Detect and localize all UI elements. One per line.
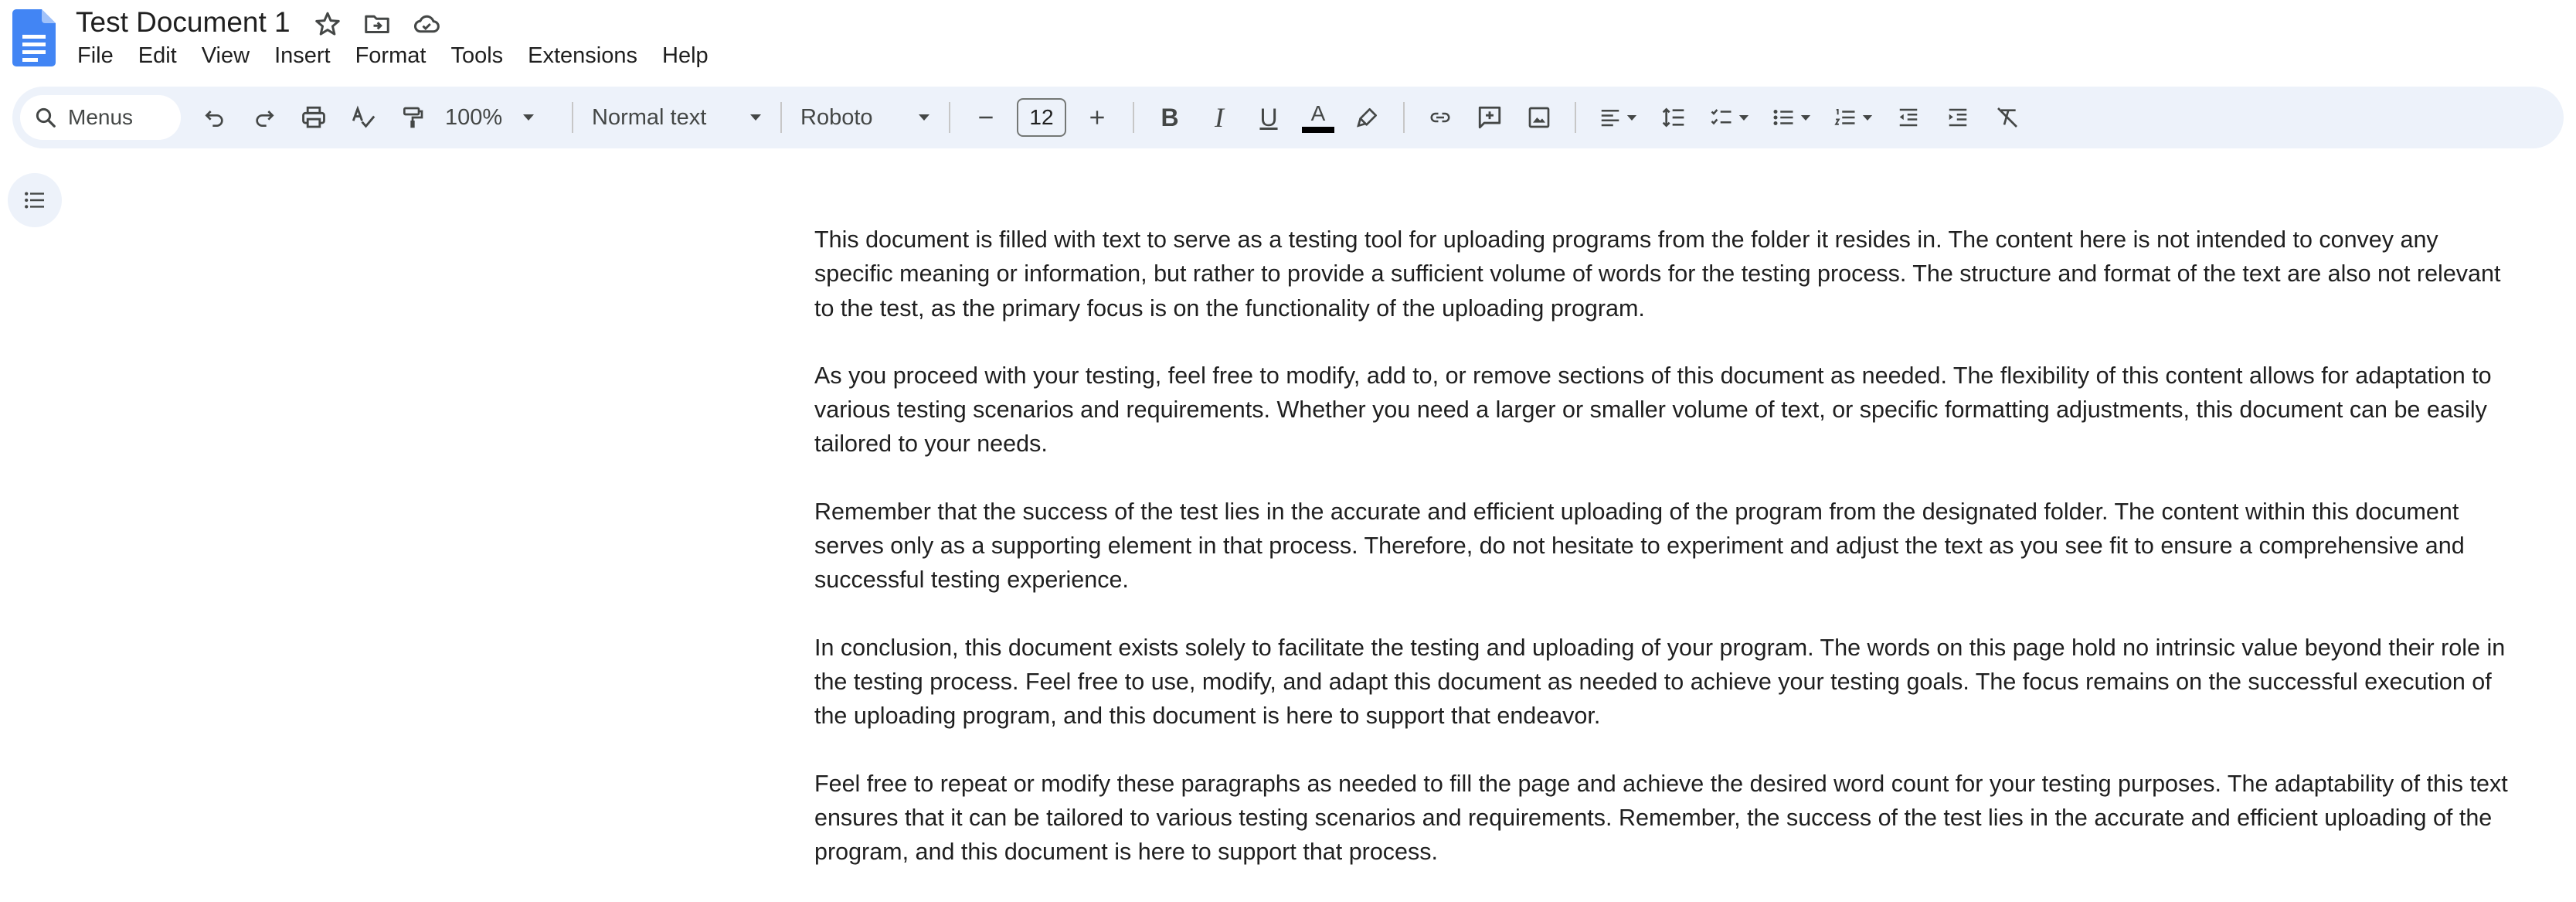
style-value: Normal text	[592, 104, 707, 130]
undo-button[interactable]	[192, 95, 237, 140]
insert-link-button[interactable]	[1418, 95, 1463, 140]
indent-increase-icon	[1946, 106, 1970, 129]
menu-insert[interactable]: Insert	[274, 43, 331, 68]
move-to-folder-icon[interactable]	[357, 6, 397, 42]
menu-help[interactable]: Help	[662, 43, 709, 68]
text-color-letter: A	[1310, 100, 1326, 125]
paint-format-button[interactable]	[390, 95, 435, 140]
increase-indent-button[interactable]	[1935, 95, 1980, 140]
spellcheck-icon	[350, 104, 376, 131]
toolbar-divider	[1403, 102, 1405, 133]
indent-decrease-icon	[1896, 106, 1921, 129]
chevron-down-icon	[918, 114, 930, 121]
font-size-input[interactable]: 12	[1017, 98, 1066, 137]
print-button[interactable]	[291, 95, 336, 140]
clear-formatting-button[interactable]	[1985, 95, 2030, 140]
document-title[interactable]: Test Document 1	[76, 6, 291, 38]
chevron-down-icon	[1738, 114, 1749, 121]
redo-icon	[252, 105, 277, 130]
highlighter-icon	[1355, 105, 1380, 130]
font-family-select[interactable]	[793, 95, 938, 140]
zoom-select[interactable]	[437, 95, 561, 140]
title-icon-group	[308, 6, 456, 42]
document-outline-button[interactable]	[8, 173, 62, 227]
search-menus-input[interactable]	[20, 95, 181, 140]
add-comment-icon	[1477, 104, 1503, 131]
paragraph[interactable]: As you proceed with your testing, feel free to modify, add to, or remove sections of this document as needed. The flexibility of this content allows for adaptation to various testing scenarios and requirements. Whether you need a larger or smaller volume of text, or specific formatting adjustments, this document can be easily tailored to your needs.	[814, 362, 2492, 458]
toolbar-divider	[572, 102, 573, 133]
link-icon	[1426, 106, 1454, 129]
search-icon	[34, 106, 57, 129]
menu-file[interactable]: File	[77, 43, 114, 68]
document-canvas[interactable]	[814, 223, 2514, 902]
toolbar-divider	[949, 102, 950, 133]
text-color-swatch	[1302, 127, 1334, 133]
align-menu-button[interactable]	[1589, 95, 1647, 140]
chevron-down-icon	[749, 114, 762, 121]
docs-logo-icon[interactable]	[12, 9, 56, 66]
outline-list-icon	[23, 191, 46, 209]
cloud-saved-icon[interactable]	[406, 6, 447, 42]
spelling-check-button[interactable]	[341, 95, 386, 140]
menu-tools[interactable]: Tools	[450, 43, 504, 68]
bulleted-list-menu-button[interactable]	[1762, 95, 1820, 140]
menu-bar	[65, 40, 721, 71]
chevron-down-icon	[1626, 114, 1637, 121]
chevron-down-icon	[1800, 114, 1811, 121]
align-left-icon	[1599, 106, 1622, 129]
chevron-down-icon	[1862, 114, 1873, 121]
minus-icon	[976, 107, 996, 128]
chevron-down-icon	[522, 114, 535, 121]
redo-button[interactable]	[242, 95, 287, 140]
paragraph[interactable]: This document is filled with text to serve as a testing tool for uploading programs from the folder it resides in. The content here is not intended to convey any specific meaning or information, but rather to provide a sufficient volume of words for the testing process. The structure and format of the text are also not relevant to the test, as the primary focus is on the functionality of the uploading program.	[814, 226, 2501, 322]
print-icon	[301, 104, 327, 131]
menu-edit[interactable]: Edit	[138, 43, 177, 68]
toolbar-divider	[780, 102, 782, 133]
numbered-list-menu-button[interactable]	[1824, 95, 1881, 140]
italic-button[interactable]: I	[1215, 102, 1224, 133]
zoom-value: 100%	[445, 104, 503, 130]
formatting-toolbar	[12, 87, 2564, 148]
checklist-icon	[1709, 106, 1734, 129]
decrease-font-size-button[interactable]	[963, 95, 1008, 140]
toolbar-divider	[1575, 102, 1576, 133]
underline-button[interactable]: U	[1259, 103, 1278, 131]
menu-view[interactable]: View	[201, 43, 250, 68]
toolbar-divider	[1133, 102, 1134, 133]
decrease-indent-button[interactable]	[1886, 95, 1931, 140]
undo-icon	[202, 105, 227, 130]
star-icon[interactable]	[308, 6, 348, 42]
text-color-button[interactable]	[1296, 95, 1341, 140]
paragraph[interactable]: Remember that the success of the test lies in the accurate and efficient uploading of the program from the designated folder. The content within this document serves only as a supporting element in that process. Therefore, do not hesitate to experiment and adjust the text as you see fit to ensure a comprehensive and successful testing experience.	[814, 498, 2465, 594]
line-spacing-button[interactable]	[1651, 95, 1696, 140]
paragraph[interactable]: In conclusion, this document exists solely to facilitate the testing and uploading of your program. The words on this page hold no intrinsic value beyond their role in the testing process. Feel free to use, modify, and adapt this document as needed to achieve your testing goals. The focus remains on the successful execution of the uploading program, and this document is here to support that endeavor.	[814, 634, 2506, 730]
clear-formatting-icon	[1995, 105, 2020, 130]
search-placeholder: Menus	[68, 105, 134, 129]
increase-font-size-button[interactable]	[1075, 95, 1120, 140]
menu-extensions[interactable]: Extensions	[528, 43, 637, 68]
plus-icon	[1087, 107, 1107, 128]
line-spacing-icon	[1660, 105, 1687, 130]
checklist-menu-button[interactable]	[1701, 95, 1758, 140]
numbered-list-icon	[1833, 106, 1857, 129]
image-icon	[1527, 105, 1551, 130]
paragraph-style-select[interactable]	[584, 95, 770, 140]
paint-roller-icon	[400, 104, 425, 131]
top-bar	[0, 0, 2576, 85]
paragraph[interactable]: Feel free to repeat or modify these paragraphs as needed to fill the page and achieve the desired word count for your testing purposes. The adaptability of this text ensures that it can be tailored to various testing scenarios and requirements. Remember, the success of the test lies in the accurate and efficient uploading of the program, and this document is here to support that process.	[814, 770, 2508, 866]
bulleted-list-icon	[1771, 106, 1796, 129]
menu-format[interactable]: Format	[355, 43, 427, 68]
insert-image-button[interactable]	[1517, 95, 1562, 140]
add-comment-button[interactable]	[1467, 95, 1512, 140]
highlight-color-button[interactable]	[1345, 95, 1390, 140]
font-value: Roboto	[800, 104, 873, 130]
bold-button[interactable]: B	[1161, 103, 1179, 131]
